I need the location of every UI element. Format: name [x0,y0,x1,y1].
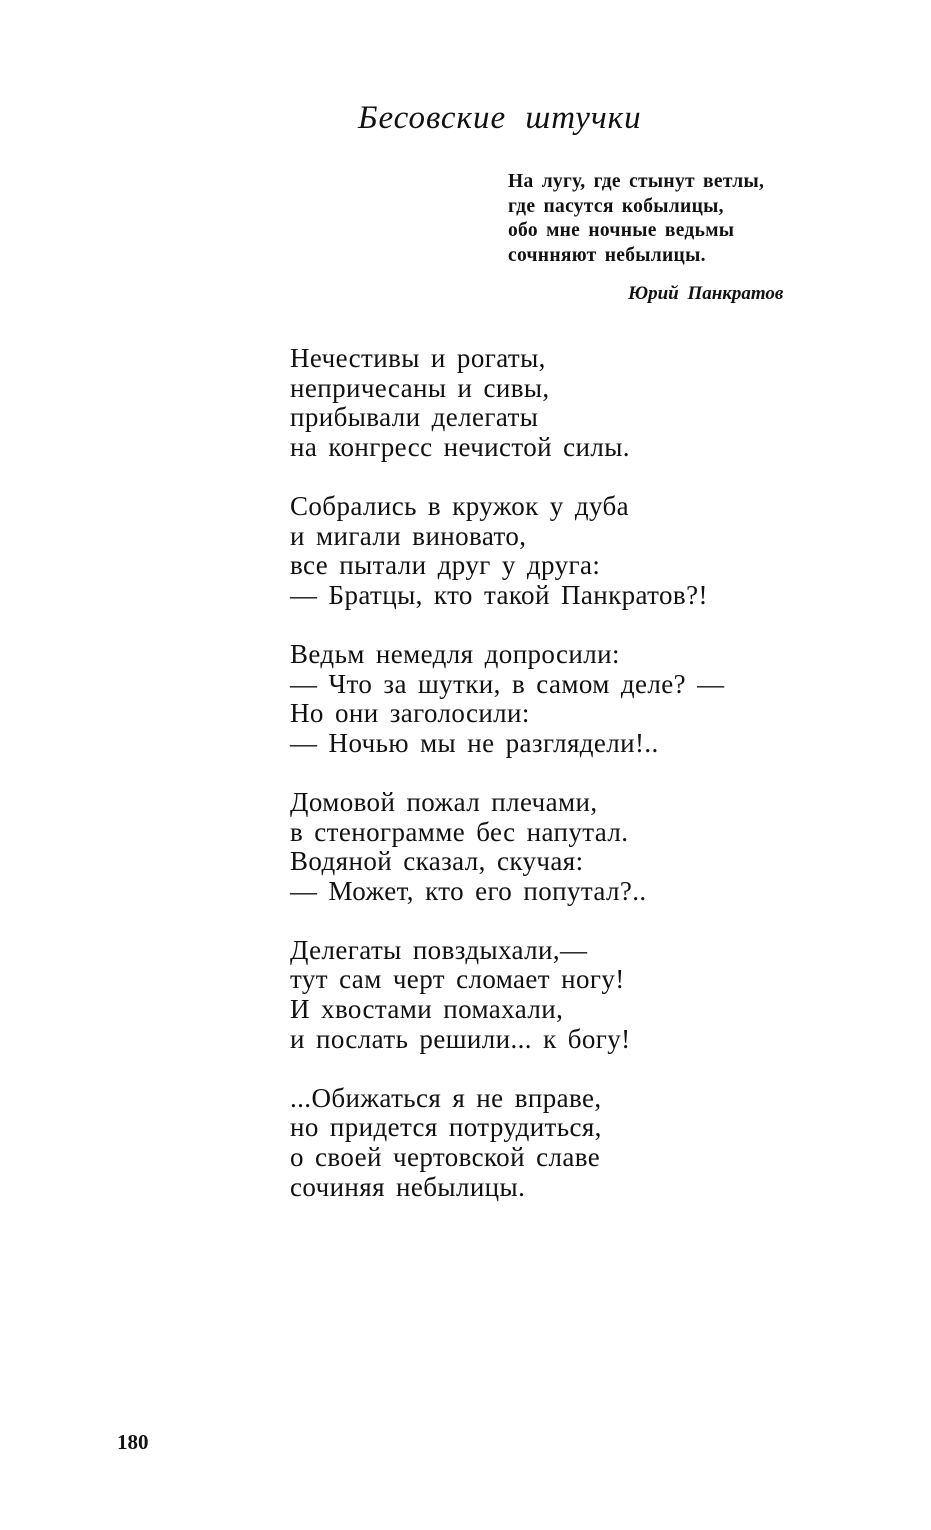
poem-line: Ведьм немедля допросили: [290,638,620,669]
poem-line: но придется потрудиться, [290,1112,602,1143]
poem-line: Но они заголосили: [290,698,530,729]
stanza [290,936,850,1054]
stanza [290,344,850,462]
poem-line: о своей чертовской славе [290,1142,601,1173]
poem-line: — Может, кто его попутал?.. [290,875,647,906]
poem-line: тут сам черт сломает ногу! [290,964,625,995]
poem-line: Домовой пожал плечами, [290,786,598,817]
poem-line: сочиняя небылицы. [290,1171,526,1202]
stanza [290,788,850,906]
poem-line: прибывали делегаты [290,402,539,433]
poem-title: Бесовские штучки [358,100,642,136]
poem-line: Нечестивы и рогаты, [290,343,546,373]
stanza [290,492,850,610]
epigraph-line: сочнняют небылицы. [508,244,706,266]
poem-line: в стенограмме бес напутал. [290,816,629,847]
poem-line: все пытали друг у друга: [290,550,601,581]
poem-line: и послать решили... к богу! [290,1023,631,1054]
page-number: 180 [117,1430,149,1454]
poem-line: Водяной сказал, скучая: [290,846,584,877]
poem-line: на конгресс нечистой силы. [290,431,630,462]
poem-line: — Что за шутки, в самом деле? — [290,668,725,699]
poem-line: и мигали виновато, [290,520,527,551]
epigraph [508,170,838,268]
stanza [290,640,850,758]
epigraph-line: где пасутся кобылицы, [508,195,724,217]
poem-line: непричесаны и сивы, [290,372,550,403]
poem-line: И хвостами помахали, [290,994,564,1025]
poem-line: ...Обижаться я не вправе, [290,1082,602,1113]
poem-body [290,344,850,1232]
poem-line: — Братцы, кто такой Панкратов?! [290,579,708,610]
epigraph-line: На лугу, где стынут ветлы, [508,171,765,192]
epigraph-line: обо мне ночные ведьмы [508,220,735,241]
epigraph-author: Юрий Панкратов [628,283,784,304]
poem-line: — Ночью мы не разглядели!.. [290,727,659,758]
poem-line: Делегаты повздыхали,— [290,934,588,965]
stanza [290,1084,850,1202]
poem-line: Собрались в кружок у дуба [290,490,630,521]
